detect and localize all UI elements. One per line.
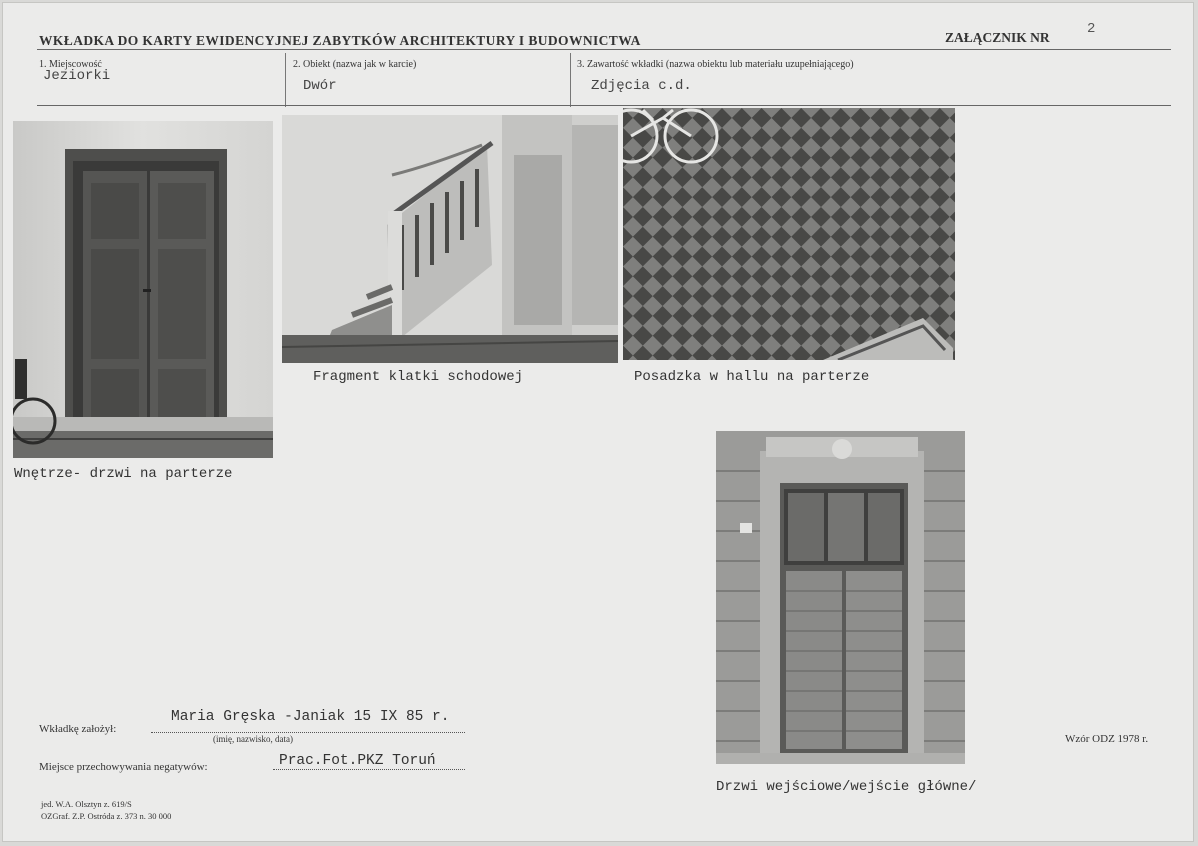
caption-floor: Posadzka w hallu na parterze <box>634 369 870 385</box>
locality-value: Jeziorki <box>43 68 111 84</box>
object-value: Dwór <box>303 78 337 94</box>
author-value: Maria Gręska -Janiak 15 IX 85 r. <box>171 709 450 725</box>
annex-label: ZAŁĄCZNIK NR <box>945 30 1050 45</box>
field-divider-1 <box>285 53 286 107</box>
caption-entrance-door: Drzwi wejściowe/wejście główne/ <box>716 779 977 795</box>
fields-rule <box>37 105 1171 106</box>
form-title: WKŁADKA DO KARTY EWIDENCYJNEJ ZABYTKÓW ARCHITEKTURY I BUDOWNICTWA <box>39 33 641 48</box>
contents-value: Zdjęcia c.d. <box>591 78 692 94</box>
caption-staircase: Fragment klatki schodowej <box>313 369 524 385</box>
annex-number: 2 <box>1087 21 1096 37</box>
negatives-value: Prac.Fot.PKZ Toruń <box>279 753 436 769</box>
caption-interior-door: Wnętrze- drzwi na parterze <box>14 466 233 482</box>
header-rule <box>37 49 1171 50</box>
negatives-line <box>273 769 465 770</box>
negatives-label: Miejsce przechowywania negatywów: <box>39 761 208 773</box>
author-hint: (imię, nazwisko, data) <box>213 734 293 744</box>
field-divider-2 <box>570 53 571 107</box>
record-card <box>2 2 1194 842</box>
locality-label: 1. Miejscowość <box>39 59 102 70</box>
form-reference: Wzór ODZ 1978 r. <box>1065 733 1149 745</box>
author-label: Wkładkę założył: <box>39 723 117 735</box>
author-line <box>151 732 465 733</box>
photo-entrance-door <box>716 431 965 764</box>
contents-label: 3. Zawartość wkładki (nazwa obiektu lub materiału uzupełniającego) <box>577 59 854 70</box>
object-label: 2. Obiekt (nazwa jak w karcie) <box>293 59 417 70</box>
photo-interior-door <box>13 121 273 458</box>
photo-floor <box>623 108 955 360</box>
photo-staircase <box>282 115 618 363</box>
print-line-1: jed. W.A. Olsztyn z. 619/S <box>41 799 132 809</box>
print-line-2: OZGraf. Z.P. Ostróda z. 373 n. 30 000 <box>41 811 172 821</box>
